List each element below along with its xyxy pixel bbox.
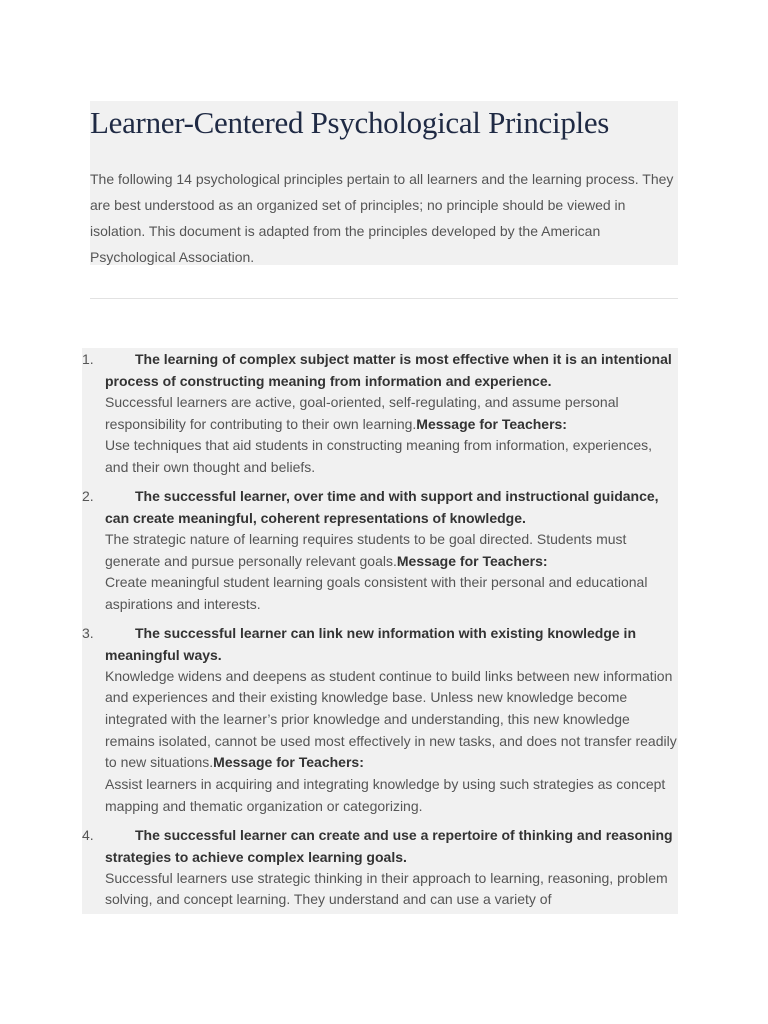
- teacher-message: Create meaningful student learning goals consistent with their personal and educational aspirations and interests.: [105, 574, 648, 612]
- principle-heading: The successful learner can create and use a repertoire of thinking and reasoning strategies to achieve complex learning goals.: [105, 826, 673, 865]
- principle-body: [105, 666, 678, 818]
- principle-body: [105, 529, 678, 616]
- principle-item: [82, 348, 678, 479]
- principle-number: 3.: [82, 624, 94, 641]
- teacher-message: Use techniques that aid students in constructing meaning from information, experiences, and their own thought and beliefs.: [105, 437, 653, 476]
- teacher-message-label: Message for Teachers:: [396, 552, 548, 569]
- principle-body: [105, 392, 678, 479]
- principle-description: Knowledge widens and deepens as student continue to build links between new information and experiences and their existing knowledge base. Unless new knowledge become integrated with the learner’s prior knowledge and understanding, this new knowledge remains isolated, cannot be used most effectively in new tasks, and does not transfer readily to new situations.: [105, 667, 677, 771]
- principle-number: 4.: [82, 826, 94, 843]
- section-divider: [90, 298, 678, 299]
- principle-heading: The successful learner, over time and with support and instructional guidance, can create meaningful, coherent representations of knowledge.: [105, 487, 659, 526]
- principle-heading: The learning of complex subject matter is most effective when it is an intentional process of constructing meaning from information and experience.: [105, 351, 672, 389]
- principle-description: Successful learners use strategic thinking in their approach to learning, reasoning, problem solving, and concept learning. They understand and can use a variety of: [105, 869, 668, 908]
- principle-number: 1.: [82, 351, 94, 367]
- principle-item: [82, 622, 678, 818]
- principle-item: [82, 485, 678, 616]
- principle-item: [82, 824, 678, 911]
- principles-list: [82, 348, 678, 914]
- teacher-message: Assist learners in acquiring and integrating knowledge by using such strategies as concept mapping and thematic organization or categorizing.: [105, 776, 666, 814]
- teacher-message-label: Message for Teachers:: [213, 754, 364, 771]
- principle-description: The strategic nature of learning requires students to be goal directed. Students must generate and pursue personally relevant goals.: [105, 530, 627, 569]
- principle-body: [105, 868, 678, 911]
- page-title: Learner-Centered Psychological Principles: [90, 105, 610, 140]
- principle-heading: The successful learner can link new information with existing knowledge in meaningful ways.: [105, 624, 636, 663]
- principle-description: Successful learners are active, goal-oriented, self-regulating, and assume personal responsibility for contributing to their own learning.: [105, 394, 619, 432]
- intro-paragraph: The following 14 psychological principles pertain to all learners and the learning process. They are best understood as an organized set of principles; no principle should be viewed in isolation. This document is adapted from the principles developed by the American Psychological Association.: [90, 171, 674, 265]
- teacher-message-label: Message for Teachers:: [416, 415, 567, 432]
- principle-number: 2.: [82, 487, 94, 504]
